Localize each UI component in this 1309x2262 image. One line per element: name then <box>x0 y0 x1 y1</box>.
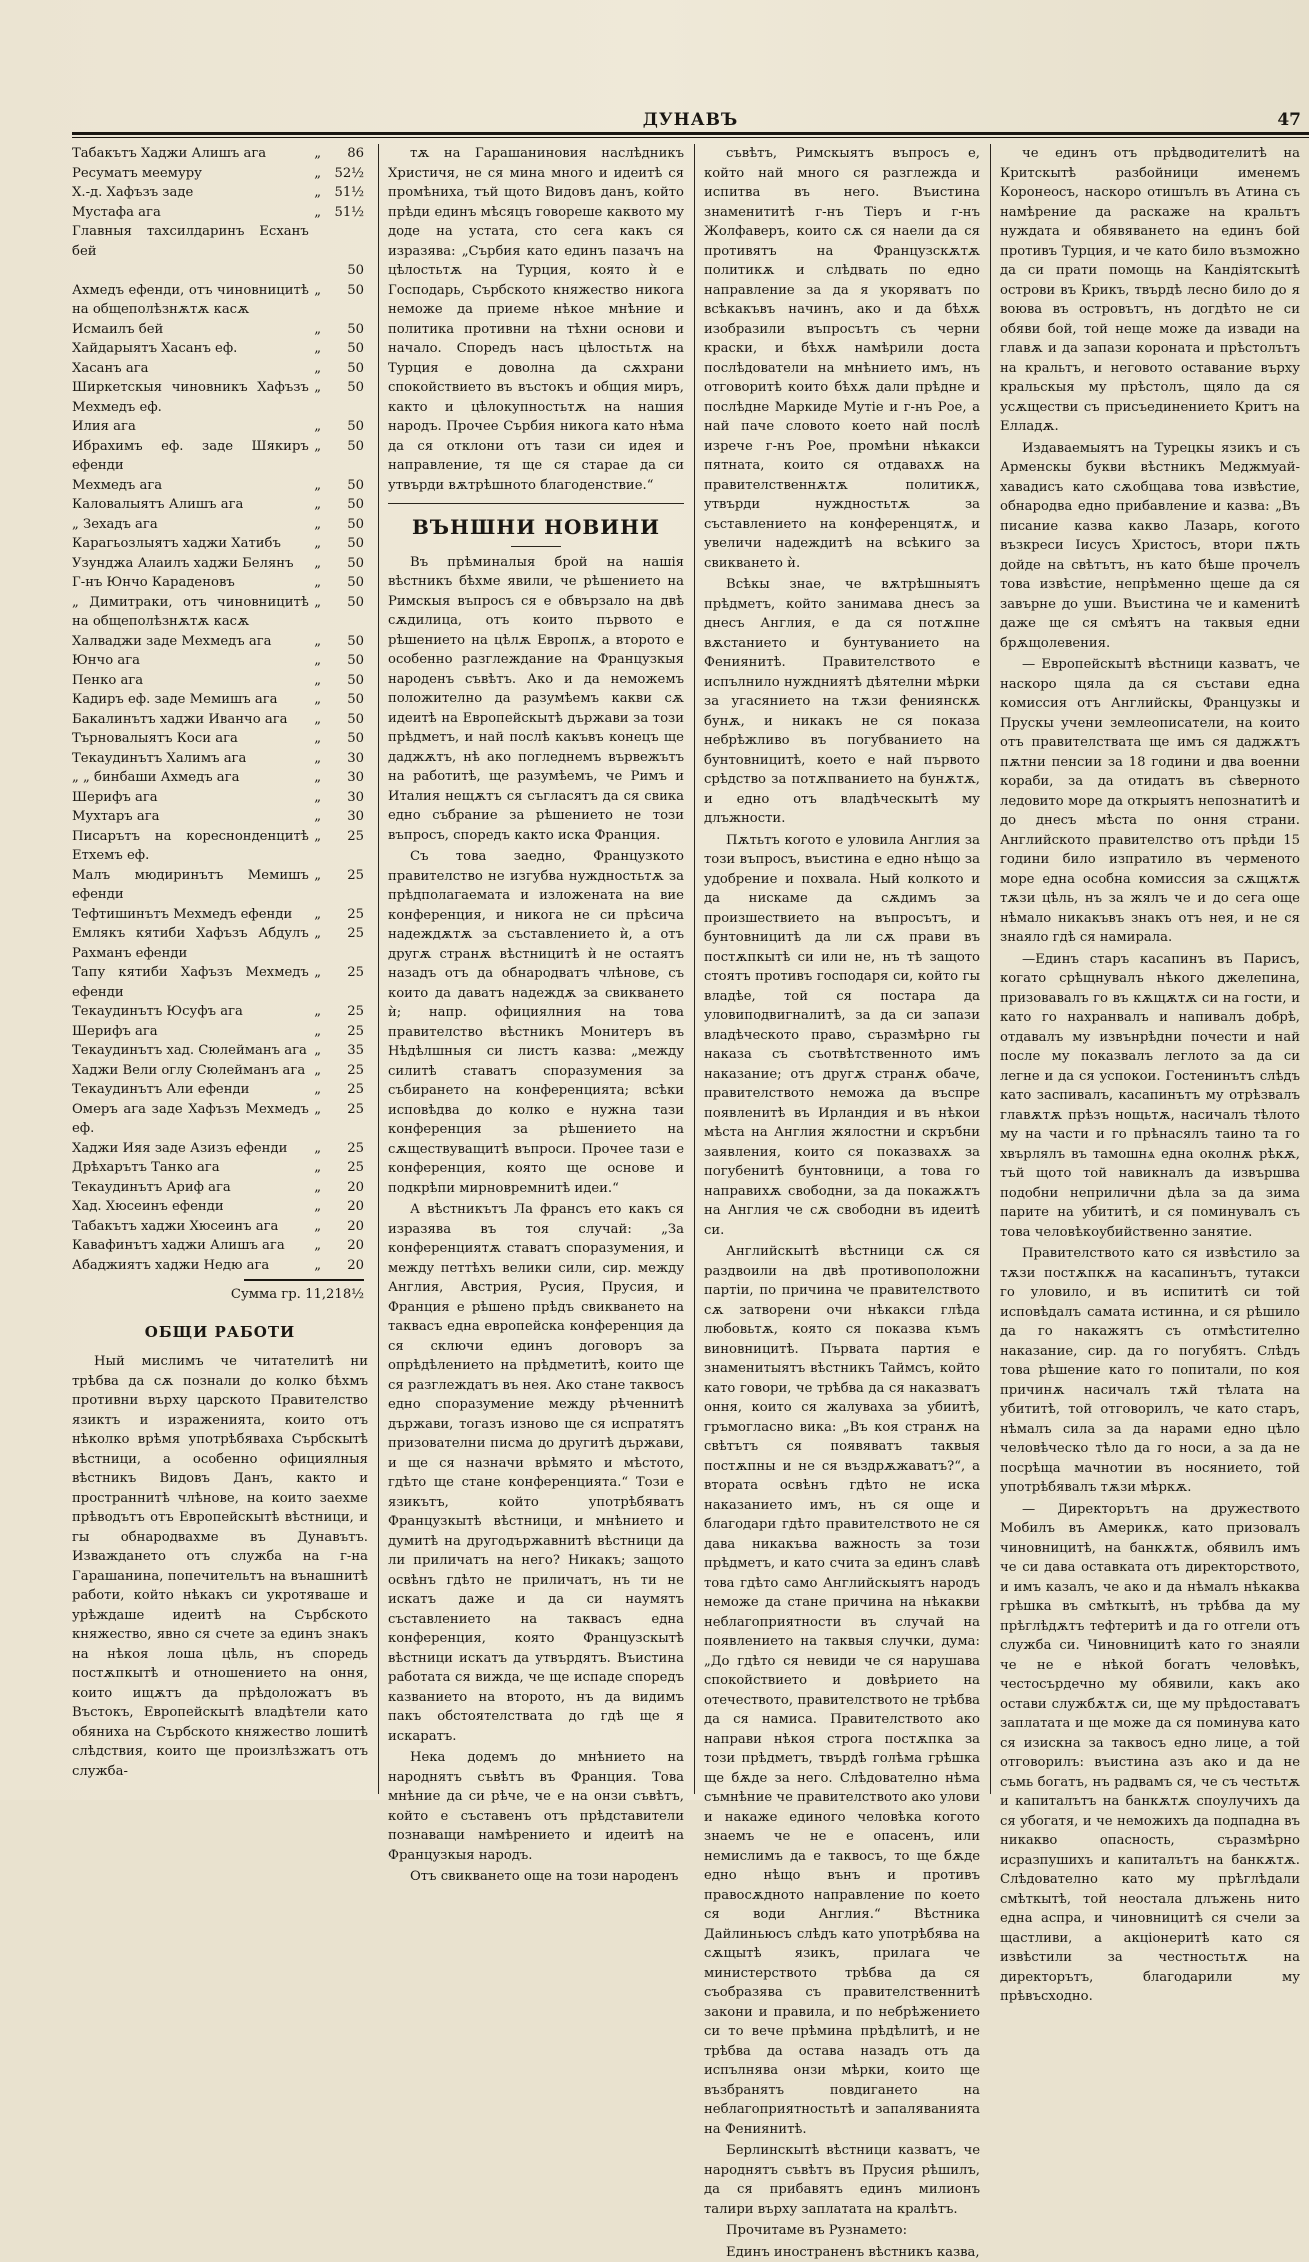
ditto-mark: „ <box>309 1158 327 1178</box>
ditto-mark: „ <box>309 866 327 905</box>
donation-amount: 52½ <box>327 164 368 184</box>
column-4-text <box>1000 144 1300 2007</box>
column-2-top-text <box>388 144 684 495</box>
donation-amount: 30 <box>327 749 368 769</box>
sum-value: 11,218½ <box>305 1287 364 1302</box>
table-row <box>72 573 368 593</box>
donor-name: Писарътъ на кореснонденцитѣ Етхемъ еф. <box>72 827 309 866</box>
ditto-mark: „ <box>309 359 327 379</box>
ditto-mark: „ <box>309 1080 327 1100</box>
table-row <box>72 554 368 574</box>
donation-amount: 20 <box>327 1256 368 1276</box>
ditto-mark: „ <box>309 749 327 769</box>
table-row <box>72 495 368 515</box>
table-row <box>72 515 368 535</box>
donor-name: Юнчо ага <box>72 651 309 671</box>
donor-name: Текаудинътъ Халимъ ага <box>72 749 309 769</box>
paragraph: Издаваемыятъ на Турецкы язикъ и съ Арменскы букви вѣстникъ Меджмуай-хавадисъ като сѫобщава това извѣстие, обнародва едно прибавление и казва: „Въ писание казва какво Лазарь, когото възкреси Іисусъ Христосъ, втори пѫть дойде на свѣтътъ, нъ като бѣше прочелъ това извѣстие, непрѣменно щеше да ся завърне до уши. Въистина че и каменитѣ даже ще ся смѣятъ на таквыя едни брѫщолевения. <box>1000 439 1300 654</box>
donor-name: Хайдарыятъ Хасанъ еф. <box>72 339 309 359</box>
ditto-mark: „ <box>309 183 327 203</box>
donation-amount: 20 <box>327 1217 368 1237</box>
table-row <box>72 749 368 769</box>
donation-amount: 50 <box>327 690 368 710</box>
donor-name: Емлякъ кятиби Хафъзъ Абдулъ Рахманъ ефенди <box>72 924 309 963</box>
column-divider <box>378 144 379 1794</box>
donor-name: Кавафинътъ хаджи Алишъ ага <box>72 1236 309 1256</box>
donation-amount: 20 <box>327 1197 368 1217</box>
donation-amount: 25 <box>327 1139 368 1159</box>
table-row <box>72 1217 368 1237</box>
donor-name: Бакалинътъ хаджи Иванчо ага <box>72 710 309 730</box>
paragraph: Ный мислимъ че читателитѣ ни трѣбва да сѫ познали до колко бѣхмъ противни върху царското Правителство язиктъ и израженията, които отъ нѣколко врѣмя употрѣбяваха Сърбскытѣ вѣстници, а особенно официялныя вѣстникъ Видовъ Данъ, както и пространнитѣ члѣнове, на които заехме прѣводътъ отъ Европейскытѣ вѣстници, и гы обнародвахме въ Дунавътъ. Изваждането отъ служба на г-на Гарашанина, попечительтъ на вънашнитѣ работи, който нѣкакъ си укротяваше и урѣждаше идеитѣ на Сърбското княжество, явно ся счете за единъ знакъ на нѣкоя лоша цѣль, нъ споредь постѫпкытѣ и отношението на оння, които ищѫтъ да прѣдоложатъ въ Въстокъ, Европейскытѣ владѣтели като обяниха на Сърбското княжество лошитѣ слѣдствия, които ще произлѣзжатъ отъ служба- <box>72 1352 368 1781</box>
column-divider <box>694 144 695 1794</box>
ditto-mark: „ <box>309 690 327 710</box>
table-row <box>72 261 368 281</box>
table-row <box>72 593 368 632</box>
donor-name: Тефтишинътъ Мехмедъ ефенди <box>72 905 309 925</box>
donor-name: Карагьозлыятъ хаджи Хатибъ <box>72 534 309 554</box>
table-row <box>72 476 368 496</box>
donation-amount: 50 <box>327 261 368 281</box>
table-row <box>72 768 368 788</box>
paragraph: че единъ отъ прѣдводителитѣ на Критскытѣ разбойници именемъ Коронеосъ, наскоро отишълъ въ Атина съ намѣрение да раскаже на кральтъ нуждата и обявяването на единъ бой противъ Турция, и че като било възможно да си прати помощь на Кандіятскытѣ острови въ Крикъ, твърдѣ лесно било до я воюва въ островътъ, нъ догдѣто не си обяви бой, той неще може да извади на главѫ и да запази короната и прѣстолътъ на кральтъ, и неговото оставание върху кральскыя му прѣстолъ, щяло да ся усѫществи съ присъединението Критъ на Елладѫ. <box>1000 144 1300 437</box>
donor-name: Исмаилъ бей <box>72 320 309 340</box>
donor-name: „ Зехадъ ага <box>72 515 309 535</box>
sum-rule <box>244 1279 364 1281</box>
donor-name: Хад. Хюсеинъ ефенди <box>72 1197 309 1217</box>
donor-name: Каловалыятъ Алишъ ага <box>72 495 309 515</box>
ditto-mark: „ <box>309 1100 327 1139</box>
paragraph: Пѫтьтъ когото е уловила Англия за този въпросъ, въистина е едно нѣщо за удобрение и похвала. Ный колкото и да нискаме да сѫдимъ за произшествието на въпросътъ, и бунтовницитѣ да ли сѫ прави въ постѫпкытѣ си или не, нъ тѣ защото стоятъ противъ господаря си, който гы владѣе, той ся постара да уловиподвигналитѣ, за да си запази владѣческото право, съразмѣрно гы наказа съ съотвѣтственното имъ наказание; отъ другѫ странѫ обаче, правителството неможа да въспре появленитѣ въ Ирландия и въ нѣкои мѣста на Англия жялостни и скръбни заявления, които ся показвахѫ за погубенитѣ бунтовници, а това го направихѫ свободни, за да покажѫтъ на Англия че сѫ свободни въ идеитѣ си. <box>704 831 980 1241</box>
ditto-mark: „ <box>309 164 327 184</box>
donation-amount: 86 <box>327 144 368 164</box>
ditto-mark: „ <box>309 1041 327 1061</box>
table-row <box>72 1197 368 1217</box>
ditto-mark: „ <box>309 768 327 788</box>
paragraph: Правителството като ся извѣстило за тѫзи постѫпкѫ на касапинътъ, тутакси го уловило, и въ испититѣ си той исповѣдалъ самата истинна, и ся рѣшило да го накажятъ съ отмѣстително наказание, сир. да го погубятъ. Слѣдъ това рѣшение като го попитали, по коя причинѫ насичалъ тѫй тѣлата на убититѣ, той отговорилъ, че като старъ, нѣмалъ сила за да нарами едно цѣло человѣческо тѣло да го носи, а за да не посрѣща мачнотии въ носянието, той употрѣбявалъ тѫзи мѣркѫ. <box>1000 1244 1300 1498</box>
table-row <box>72 690 368 710</box>
sum-label: Сумма гр. <box>231 1287 301 1302</box>
ditto-mark: „ <box>309 827 327 866</box>
section-title-foreign-news: ВЪНШНИ НОВИНИ <box>388 518 684 538</box>
ditto-mark: „ <box>309 671 327 691</box>
table-row <box>72 924 368 963</box>
table-row <box>72 1256 368 1276</box>
donation-amount: 25 <box>327 1022 368 1042</box>
table-row <box>72 281 368 320</box>
table-row <box>72 222 368 261</box>
paragraph: Нека додемъ до мнѣнието на народнятъ съвѣтъ въ Франция. Това мнѣние да си рѣче, че е на онзи съвѣтъ, който е съставенъ отъ прѣдставители познаващи намѣрението и идеитѣ на Французкыя народъ. <box>388 1748 684 1865</box>
ditto-mark: „ <box>309 632 327 652</box>
donation-amount: 25 <box>327 924 368 963</box>
donor-name: Кадиръ еф. заде Мемишъ ага <box>72 690 309 710</box>
table-row <box>72 963 368 1002</box>
donor-name: Текаудинътъ хад. Сюлейманъ ага <box>72 1041 309 1061</box>
table-row <box>72 1061 368 1081</box>
donor-name: Омеръ ага заде Хафъзъ Мехмедъ еф. <box>72 1100 309 1139</box>
donation-amount: 50 <box>327 573 368 593</box>
table-row <box>72 359 368 379</box>
table-row <box>72 1139 368 1159</box>
ditto-mark: „ <box>309 515 327 535</box>
table-row <box>72 378 368 417</box>
paragraph: Всѣкы знае, че вѫтрѣшныятъ прѣдметъ, който занимава днесъ за днесъ Англия, е да ся потѫпне вѫстанието и бунтуванието на Фениянитѣ. Правителството е испълнило нуждниятѣ дѣятелни мѣрки за угасянието на тѫзи фениянскѫ бунѫ, и никакъ не ся показа небрѣжливо въ погубванието на бунтовницитѣ, което е най първото срѣдство за потѫпванието на бунѫтѫ, и едно отъ владѣческытѣ му длъжности. <box>704 575 980 829</box>
ditto-mark: „ <box>309 1178 327 1198</box>
donor-name: Мухтаръ ага <box>72 807 309 827</box>
donor-name: Дрѣхарътъ Танко ага <box>72 1158 309 1178</box>
table-row <box>72 1022 368 1042</box>
donor-name: Абаджиятъ хаджи Недю ага <box>72 1256 309 1276</box>
table-row <box>72 203 368 223</box>
donor-name: Хаджи Ияя заде Азизъ ефенди <box>72 1139 309 1159</box>
donor-name: Табакътъ хаджи Хюсеинъ ага <box>72 1217 309 1237</box>
donation-amount: 50 <box>327 378 368 417</box>
ditto-mark: „ <box>309 729 327 749</box>
paragraph: Въ прѣминалыя брой на нашія вѣстникъ бѣхме явили, че рѣшението на Римскыя въпросъ ся е обвързало на двѣ сѫдилица, отъ които първото е рѣшението на цѣлѫ Европѫ, а второто е особенно разглеждание на Французкыя народенъ съвѣтъ. Ако и да неможемъ положително да разумѣемъ какви сѫ идеитѣ на Европейскытѣ държави за този прѣдметъ, и най послѣ какъвъ конецъ ще даджѫтъ, нѣ ако погледнемъ вървежътъ на работитѣ, ще разумѣемъ, че Римъ и Италия нещѫтъ ся съгласятъ да ся свика едно събрание за рѣшението не този въпросъ, споредъ както иска Франция. <box>388 553 684 846</box>
table-row <box>72 905 368 925</box>
donation-amount: 30 <box>327 807 368 827</box>
donation-amount: 50 <box>327 339 368 359</box>
donor-name: Илия ага <box>72 417 309 437</box>
ditto-mark <box>309 222 327 261</box>
donation-amount: 25 <box>327 866 368 905</box>
paragraph: тѫ на Гарашаниновия наслѣдникъ Христичя, не ся мина много и идеитѣ ся промѣниха, тъй щото Видовъ данъ, който прѣди единъ мѣсяцъ говореше каквото му доде на устата, сто сега какъ ся изразява: „Сърбия като единъ пазачъ на цѣлостьтѫ на Турция, която ѝ е Господарь, Сърбското княжество никога неможе да приеме нѣкое мнѣние и политика противни на тѣхни основи и начало. Споредъ насъ цѣлостьтѫ на Турция е доволна да сѫхрани спокойствието въ въстокъ и общия миръ, както и цѣлокупностьтѫ на нашия народъ. Прочее Сърбия никога като нѣма да ся отклони отъ тази си идея и направление, тя ще ся старае да си утвърди вѫтрѣшното благоденствие.“ <box>388 144 684 495</box>
paragraph: Английскытѣ вѣстници сѫ ся раздвоили на двѣ противоположни партіи, по причина че правителството сѫ затворени очи нѣкакси глѣда любовьтѫ, която ся показва къмъ виновницитѣ. Първата партия е знаменитыятъ вѣстникъ Таймсъ, който като говори, че трѣбва да ся наказватъ оння, които ся жалуваха за убиитѣ, гръмогласно вика: „Въ коя странѫ на свѣтътъ ся появяватъ таквыя постѫпны и не ся въздрѫжаватъ?“, а втората освѣнъ гдѣто не иска наказанието имъ, нъ ся още и благодари гдѣто правителството не ся дава никакъва важность за този прѣдметъ, и като счита за единъ славѣ това гдѣто само Английскыятъ народъ неможе да стане причина на нѣкакви неблагоприятности въ случай на появлението на таквыя случки, дума: „До гдѣто ся невиди че ся нарушава спокойствието и довѣрието на отечеството, правителството не трѣбва да ся намиса. Правителството ако направи нѣкоя строга постѫпка за този прѣдметъ, твърдѣ голѣма грѣшка ще бѫде за него. Слѣдователно нѣма съмнѣние че правителството ако улови и накаже единого человѣка когото знаемъ че не е опасенъ, или немислимъ да е таквосъ, то ще бѫде едно нѣщо вънъ и противъ правосѫдното направление по което ся води Англия.“ Вѣстника Дайлиньюсъ слѣдъ като употрѣбява на сѫщытѣ язикъ, прилага че министерството трѣбва да ся съобразява съ правителственнитѣ закони и правила, и по небрѣжението си то вече прѣмина прѣдѣлитѣ, и не трѣбва да остава назадъ отъ да испълнява онзи мѣрки, които ще възбранятъ повдигането на неблагоприятностьтѣ и запаляванията на Фениянитѣ. <box>704 1242 980 2139</box>
header-rule-thin <box>72 137 1309 138</box>
paragraph: А вѣстникътъ Ла франсъ ето какъ ся изразява въ тоя случай: „За конференциятѫ ставатъ споразумения, и между петтѣхъ велики сили, сир. между Англия, Австрия, Русия, Прусия, и Франция е рѣшено прѣдъ свикването на таквасъ една европейска конференция да ся сключи единъ договоръ за опрѣдѣлението на прѣдметитѣ, които ще ся разглеждатъ въ нея. Ако стане таквосъ едно споразумение между рѣченнитѣ държави, тогазъ изново ще ся испратятъ призователни писма до другитѣ държави, и ще ся назначи врѣмято и мѣстото, гдѣто ще стане конференцията.“ Този е язикътъ, който употрѣбяватъ Французкытѣ вѣстници, и мнѣнието и думитѣ на другодържавнитѣ вѣстници да ли приличатъ на него? Никакъ; защото освѣнъ гдѣто не приличатъ, нъ ти не искатъ даже и да си наумятъ съставлението на таквасъ една конференция, която Французскытѣ вѣстници искатъ да утвърдятъ. Въистина работата ся вижда, че ще испаде споредъ казванието на второто, нъ да видимъ пакъ обстоятелствата до гдѣ ще я искаратъ. <box>388 1200 684 1746</box>
column-3 <box>704 144 980 1794</box>
table-row <box>72 651 368 671</box>
table-row <box>72 827 368 866</box>
table-row <box>72 339 368 359</box>
donor-name <box>72 261 309 281</box>
table-row <box>72 164 368 184</box>
ditto-mark <box>309 261 327 281</box>
paragraph: — Европейскытѣ вѣстници казватъ, че наскоро щяла да ся състави една комиссия отъ Английскы, Французкы и Прускы учени землеописатели, на които отъ правителствата ще имъ ся даджѫтъ пѫтни пенсии за 18 години и два военни кораби, за да отидатъ въ сѣверното ледовито море да открыятъ непознатитѣ и до днесъ мѣста по оння страни. Английското правителство отъ прѣди 15 години било изпратило въ черменото море една особна комиссия за сѫщѫтѫ тѫзи цѣль, нъ за жялъ че и до сега още нѣмало никакъвъ знакъ отъ нея, и не ся знаяло гдѣ ся намирала. <box>1000 655 1300 948</box>
column-1-text <box>72 1352 368 1781</box>
ditto-mark: „ <box>309 651 327 671</box>
donation-amount: 50 <box>327 320 368 340</box>
table-row <box>72 144 368 164</box>
ditto-mark: „ <box>309 1236 327 1256</box>
table-row <box>72 1041 368 1061</box>
donor-name: Текаудинътъ Юсуфъ ага <box>72 1002 309 1022</box>
section-rule <box>388 503 684 504</box>
column-divider <box>990 144 991 1794</box>
column-4 <box>1000 144 1300 1794</box>
donation-amount: 30 <box>327 788 368 808</box>
ditto-mark: „ <box>309 144 327 164</box>
ditto-mark: „ <box>309 339 327 359</box>
paragraph: — Директорътъ на дружеството Мобилъ въ Америкѫ, като призовалъ чиновницитѣ, на банкѫтѫ, обявилъ имъ че си дава оставката отъ директорството, и имъ казалъ, че ако и да нѣмалъ нѣкаква грѣшка въ смѣткытѣ, нъ трѣбва да му прѣглѣдѫтъ тефтеритѣ и да го отгели отъ служба си. Чиновницитѣ като го знаяли че не е нѣкой богатъ человѣкъ, честосърдечно му обявили, какъ ако остави службѫтѫ си, ще му прѣдоставатъ заплатата и ще може да ся поминува като ся изискна за таквосъ едно лице, а той отговорилъ: въистина азъ ако и да не съмь богатъ, нъ радвамъ ся, че съ честьтѫ и капиталътъ на банкѫтѫ споулучихъ да ся убогатя, и че неможихъ да подпадна въ никакво опасность, съразмѣрно исразпушихъ и капиталътъ на банкѫтѫ. Слѣдователно като му прѣглѣдали смѣткытѣ, той неостала длъжень нито една аспра, и чиновницитѣ ся счели за щастливи, а акціонеритѣ като ся извѣстили за честностьтѫ на директорътъ, благодарили му прѣвъсходно. <box>1000 1500 1300 2007</box>
paragraph: Прочитаме въ Рузнамето: <box>704 2221 980 2241</box>
table-row <box>72 632 368 652</box>
donation-amount: 50 <box>327 281 368 320</box>
ditto-mark: „ <box>309 534 327 554</box>
table-row <box>72 417 368 437</box>
donation-amount: 50 <box>327 417 368 437</box>
donation-amount: 50 <box>327 359 368 379</box>
donation-amount: 30 <box>327 768 368 788</box>
ditto-mark: „ <box>309 1197 327 1217</box>
table-row <box>72 788 368 808</box>
donation-amount: 50 <box>327 495 368 515</box>
donor-name: Мехмедъ ага <box>72 476 309 496</box>
donation-amount: 50 <box>327 651 368 671</box>
donor-name: Хасанъ ага <box>72 359 309 379</box>
table-row <box>72 1002 368 1022</box>
donor-name: Мустафа ага <box>72 203 309 223</box>
ditto-mark: „ <box>309 788 327 808</box>
donation-amount: 50 <box>327 437 368 476</box>
donor-name: „ Димитраки, отъ чиновницитѣ на общеполѣзнѫтѫ касѫ <box>72 593 309 632</box>
donor-name: Халваджи заде Мехмедъ ага <box>72 632 309 652</box>
page-number: 47 <box>1277 110 1301 130</box>
donation-amount: 25 <box>327 1061 368 1081</box>
donation-amount: 25 <box>327 963 368 1002</box>
column-2-text <box>388 553 684 1887</box>
donor-name: Узунджа Алаилъ хаджи Белянъ <box>72 554 309 574</box>
donation-amount: 25 <box>327 1100 368 1139</box>
table-row <box>72 183 368 203</box>
table-row <box>72 534 368 554</box>
table-row <box>72 1100 368 1139</box>
column-1 <box>72 144 368 1794</box>
donor-name: Текаудинътъ Али ефенди <box>72 1080 309 1100</box>
ditto-mark: „ <box>309 1061 327 1081</box>
ditto-mark: „ <box>309 1217 327 1237</box>
donor-name: Текаудинътъ Ариф ага <box>72 1178 309 1198</box>
header-rule <box>72 132 1309 135</box>
table-row <box>72 710 368 730</box>
section-title-general: ОБЩИ РАБОТИ <box>72 1323 368 1343</box>
donor-name: Х.-д. Хафъзъ заде <box>72 183 309 203</box>
paragraph: Единъ иностраненъ вѣстникъ казва, <box>704 2243 980 2262</box>
donor-name: Търновалыятъ Коси ага <box>72 729 309 749</box>
ditto-mark: „ <box>309 281 327 320</box>
ditto-mark: „ <box>309 203 327 223</box>
ditto-mark: „ <box>309 1256 327 1276</box>
donor-name: Ибрахимъ еф. заде Шякиръ ефенди <box>72 437 309 476</box>
paragraph: съвѣтъ, Римскыятъ въпросъ е, който най много ся разглежда и испитва въ него. Въистина знаменититѣ г-нъ Тіеръ и г-нъ Жолфаверъ, които сѫ ся наели да ся противятъ на Французскѫтѫ политикѫ и слѣдвать по едно направление за да я укоряватъ по всѣкакъвъ начинъ, ако и да бѣхѫ изобразили въпросътъ съ черни краски, и бѣхѫ намѣрили доста послѣдователи на мнѣнието имъ, нъ отговоритѣ които бѣхѫ дали прѣдне и послѣдне Маркиде Мутіе и г-нъ Рое, а най паче словото което най послѣ изрече г-нъ Рое, промѣни нѣкакси пятната, които ся отдавахѫ на правителственнѫтѫ политикѫ, утвърди нуждностьтѫ за съставлението на конференцятѫ, и увеличи надеждитѣ на всѣкиго за свикването ѝ. <box>704 144 980 573</box>
paragraph: Съ това заедно, Французкото правителство не изгубва нуждностьтѫ за прѣдполагаемата и изложената на вие конференция, и никога не си прѣсича надеждѫтѫ за съставлението ѝ, а отъ другѫ странѫ вѣстницитѣ ѝ не остаятъ назадъ отъ да обнародватъ члѣнове, съ които да даватъ надеждѫ за свикването ѝ; напр. официялния на това правителство вѣстникъ Монитеръ въ Нѣдѣлшныя си листъ казва: „между силитѣ ставатъ споразумения за събирането на конференцията; всѣки исповѣдва до колко е нужна тази конференция за рѣшението на сѫществуващитѣ въпроси. Прочее тази е конференция, която ще основе и подкрѣпи мирновремнитѣ идеи.“ <box>388 847 684 1198</box>
donation-amount: 25 <box>327 1080 368 1100</box>
table-row <box>72 671 368 691</box>
table-row <box>72 866 368 905</box>
ditto-mark: „ <box>309 417 327 437</box>
donor-name: Хаджи Вели оглу Сюлейманъ ага <box>72 1061 309 1081</box>
donation-amount: 51½ <box>327 203 368 223</box>
table-row <box>72 729 368 749</box>
ditto-mark: „ <box>309 905 327 925</box>
donation-amount: 50 <box>327 534 368 554</box>
donation-amount: 20 <box>327 1178 368 1198</box>
ditto-mark: „ <box>309 476 327 496</box>
donor-name: Малъ мюдиринътъ Мемишъ ефенди <box>72 866 309 905</box>
paragraph: —Единъ старъ касапинъ въ Парисъ, когато срѣщнувалъ нѣкого джелепина, призовавалъ го въ кѫщѫтѫ си на гости, и като го нахранвалъ и напивалъ добрѣ, отдавалъ му извънрѣдни почести и най после му показвалъ леглото за да си легне и да ся успокои. Гостенинътъ слѣдъ като заспивалъ, касапинътъ му отрѣзвалъ главѫтѫ прѣзъ нощьтѫ, насичалъ тѣлото му на части и го прѣнасялъ таино та го хвърлялъ въ тамошнѧ една околнѫ рѣкѫ, тъй щото той навикналъ да извършва подобни неприлични дѣла за да зима парите на убититѣ, и ся поминувалъ съ това человѣкоубийственно занятие. <box>1000 950 1300 1243</box>
ditto-mark: „ <box>309 573 327 593</box>
ditto-mark: „ <box>309 495 327 515</box>
donation-amount: 50 <box>327 476 368 496</box>
table-row <box>72 1178 368 1198</box>
donation-amount: 50 <box>327 515 368 535</box>
donation-amount: 50 <box>327 593 368 632</box>
donation-amount: 20 <box>327 1236 368 1256</box>
column-2 <box>388 144 684 1794</box>
donor-name: Табакътъ Хаджи Алишъ ага <box>72 144 309 164</box>
donation-amount: 25 <box>327 1158 368 1178</box>
column-3-text <box>704 144 980 2262</box>
ditto-mark: „ <box>309 963 327 1002</box>
paragraph: Отъ свикването още на този народенъ <box>388 1867 684 1887</box>
newspaper-title: ДУНАВЪ <box>72 110 1309 130</box>
donor-name: Главныя тахсилдаринъ Есханъ бей <box>72 222 309 261</box>
ditto-mark: „ <box>309 378 327 417</box>
table-row <box>72 807 368 827</box>
table-row <box>72 1080 368 1100</box>
donation-amount: 50 <box>327 710 368 730</box>
donation-amount <box>327 222 368 261</box>
donor-name: Шерифъ ага <box>72 788 309 808</box>
donor-name: Ахмедъ ефенди, отъ чиновницитѣ на общеполѣзнѫтѫ касѫ <box>72 281 309 320</box>
donation-amount: 50 <box>327 554 368 574</box>
donation-table <box>72 144 368 1275</box>
donation-amount: 35 <box>327 1041 368 1061</box>
ditto-mark: „ <box>309 437 327 476</box>
ditto-mark: „ <box>309 1002 327 1022</box>
section-short-rule <box>511 546 561 547</box>
donation-amount: 51½ <box>327 183 368 203</box>
donor-name: Шерифъ ага <box>72 1022 309 1042</box>
donor-name: Ресуматъ меемуру <box>72 164 309 184</box>
ditto-mark: „ <box>309 1139 327 1159</box>
donor-name: Г-нъ Юнчо Караденовъ <box>72 573 309 593</box>
table-row <box>72 320 368 340</box>
donation-amount: 50 <box>327 632 368 652</box>
donation-amount: 25 <box>327 1002 368 1022</box>
paragraph: Берлинскытѣ вѣстници казватъ, че народнятъ съвѣтъ въ Прусия рѣшилъ, да ся прибавятъ единъ милионъ талири върху заплатата на кралѣтъ. <box>704 2141 980 2219</box>
table-row <box>72 437 368 476</box>
ditto-mark: „ <box>309 807 327 827</box>
ditto-mark: „ <box>309 1022 327 1042</box>
donor-name: Тапу кятиби Хафъзъ Мехмедъ ефенди <box>72 963 309 1002</box>
donation-amount: 25 <box>327 905 368 925</box>
table-row <box>72 1158 368 1178</box>
ditto-mark: „ <box>309 710 327 730</box>
donation-amount: 50 <box>327 671 368 691</box>
donor-name: „ „ бинбаши Ахмедъ ага <box>72 768 309 788</box>
ditto-mark: „ <box>309 320 327 340</box>
ditto-mark: „ <box>309 593 327 632</box>
sum-row <box>72 1279 368 1305</box>
donation-amount: 25 <box>327 827 368 866</box>
donor-name: Пенко ага <box>72 671 309 691</box>
donor-name: Шиpкетскыя чиновникъ Хафъзъ Мехмедъ еф. <box>72 378 309 417</box>
table-row <box>72 1236 368 1256</box>
ditto-mark: „ <box>309 924 327 963</box>
ditto-mark: „ <box>309 554 327 574</box>
donation-amount: 50 <box>327 729 368 749</box>
